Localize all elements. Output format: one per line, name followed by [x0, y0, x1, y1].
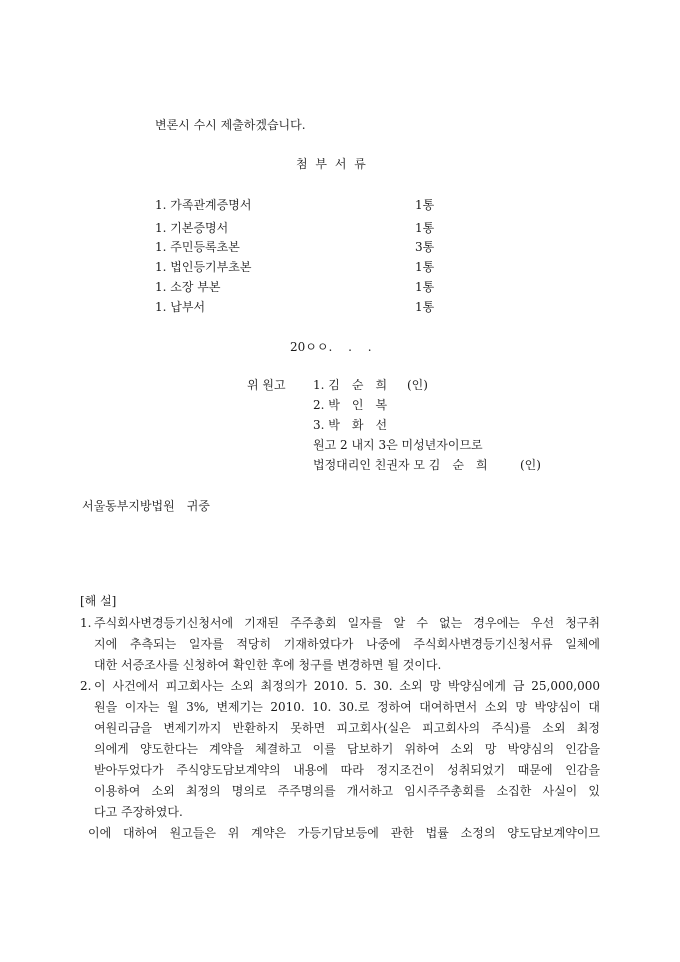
attachment-qty: 1통: [415, 221, 435, 235]
plaintiff-seal: (인): [407, 378, 428, 392]
note-text: 주식회사변경등기신청서에 기재된 주주총회 일자를 알 수 없는 경우에는 우선 청구취: [94, 616, 600, 630]
note-line: [80, 718, 600, 739]
attachment-qty: 1통: [415, 300, 435, 314]
note-line: [80, 802, 600, 823]
note-line: [80, 655, 600, 676]
note-line: [80, 697, 600, 718]
attachment-row: [155, 258, 445, 274]
attachment-name: 1. 주민등록초본: [155, 240, 240, 254]
guardian-seal: (인): [520, 458, 541, 472]
attachment-name: 1. 납부서: [155, 300, 206, 314]
attachment-name: 1. 소장 부본: [155, 280, 221, 294]
note-line: [80, 676, 600, 697]
attachments-heading: 첨 부 서 류: [296, 157, 368, 171]
attachment-qty: 3통: [415, 240, 435, 254]
note-line: [80, 613, 600, 634]
minor-note: 원고 2 내지 3은 미성년자이므로: [313, 438, 483, 452]
attachment-row: [155, 196, 445, 212]
note-line: [80, 634, 600, 655]
note-line: [80, 781, 600, 802]
note-text: 이용하여 소외 최정의 명의로 주주명의를 개서하고 임시주주총회를 소집한 사실이 있: [94, 784, 600, 798]
plaintiff-label: 위 원고: [247, 378, 286, 392]
attachment-row: [155, 298, 445, 314]
plaintiff-name: 1. 김 순 희: [313, 378, 388, 392]
note-text: 원을 이자는 월 3%, 변제기는 2010. 10. 30.로 정하여 대여하면서 소외 망 박양심이 대: [94, 700, 600, 714]
date-line: 20ㅇㅇ. . .: [290, 340, 372, 354]
guardian-line: 법정대리인 친권자 모 김 순 희: [313, 458, 488, 472]
attachment-qty: 1통: [415, 260, 435, 274]
plaintiff-name: 2. 박 인 복: [313, 398, 388, 412]
attachment-name: 1. 가족관계증명서: [155, 198, 252, 212]
attachment-row: [155, 219, 445, 235]
attachment-qty: 1통: [415, 280, 435, 294]
attachment-name: 1. 법인등기부초본: [155, 260, 252, 274]
attachment-name: 1. 기본증명서: [155, 221, 229, 235]
court-name: 서울동부지방법원 귀중: [82, 499, 210, 513]
attachment-qty: 1통: [415, 198, 435, 212]
note-text: 의에게 양도한다는 계약을 체결하고 이를 담보하기 위하여 소외 망 박양심의 인감을: [94, 742, 600, 756]
note-number: 1.: [80, 616, 92, 630]
final-paragraph: 이에 대하여 원고들은 위 계약은 가등기담보등에 관한 법률 소정의 양도담보계약이므: [88, 826, 600, 840]
note-line: [80, 823, 600, 844]
attachment-row: [155, 278, 445, 294]
note-text: 받아두었다가 주식양도담보계약의 내용에 따라 정지조건이 성취되었기 때문에 인감을: [94, 763, 600, 777]
note-text: 이 사건에서 피고회사는 소외 최정의가 2010. 5. 30. 소외 망 박양심에게 금 25,000,000: [94, 679, 600, 693]
note-text: 지에 추측되는 일자를 적당히 기재하였다가 나중에 주식회사변경등기신청서류 일체에: [94, 637, 600, 651]
notes-heading: [해 설]: [80, 594, 117, 608]
plaintiff-name: 3. 박 화 선: [313, 418, 388, 432]
note-line: [80, 739, 600, 760]
note-text: 다고 주장하였다.: [94, 805, 183, 819]
note-text: 여원리금을 변제기까지 반환하지 못하면 피고회사(실은 피고회사의 주식)를 소외 최정: [94, 721, 600, 735]
note-line: [80, 760, 600, 781]
note-number: 2.: [80, 679, 92, 693]
note-text: 대한 서증조사를 신청하여 확인한 후에 청구를 변경하면 될 것이다.: [94, 658, 442, 672]
intro-line: 변론시 수시 제출하겠습니다.: [155, 118, 306, 132]
notes-list: [80, 613, 600, 844]
attachment-row: [155, 238, 445, 254]
